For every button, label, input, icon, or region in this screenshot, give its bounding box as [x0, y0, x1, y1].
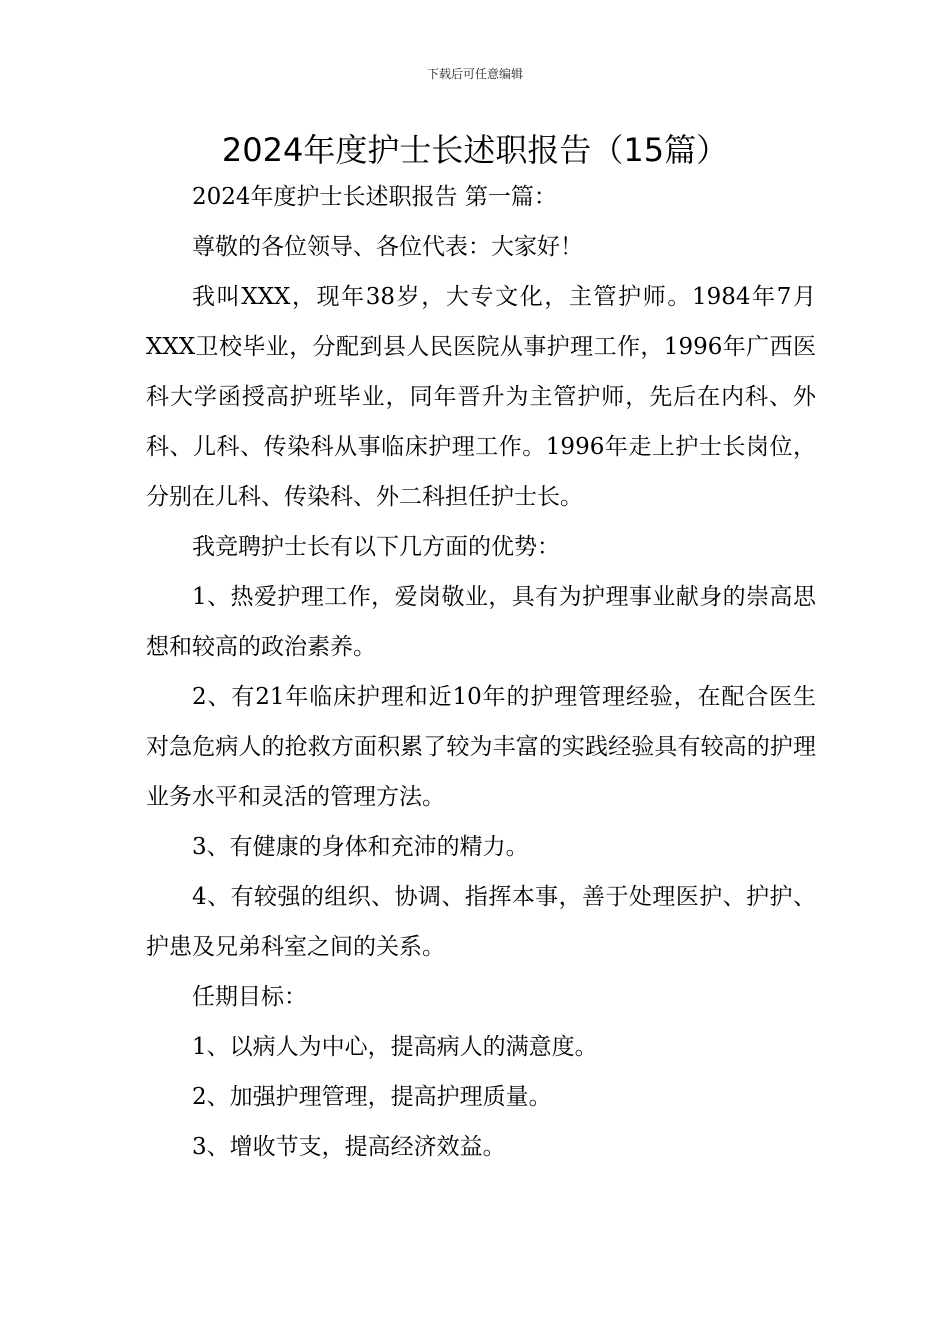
advantage-item-4: 4、有较强的组织、协调、指挥本事，善于处理医护、护护、护患及兄弟科室之间的关系。	[146, 884, 816, 960]
document-body	[146, 148, 816, 1172]
paragraph-advantages-heading: 我竞聘护士长有以下几方面的优势：	[192, 534, 560, 560]
paragraph-intro: 我叫XXX，现年38岁，大专文化，主管护师。1984年7月XXX卫校毕业，分配到县人民医院从事护理工作，1996年广西医科大学函授高护班毕业，同年晋升为主管护师，先后在内科、外科、儿科、传染科从事临床护理工作。1996年走上护士长岗位，分别在儿科、传染科、外二科担任护士长。	[146, 284, 816, 510]
goal-item-1: 1、以病人为中心，提高病人的满意度。	[192, 1034, 598, 1060]
advantage-item-2: 2、有21年临床护理和近10年的护理管理经验，在配合医生对急危病人的抢救方面积累了较为丰富的实践经验具有较高的护理业务水平和灵活的管理方法。	[146, 684, 816, 810]
header-note: 下载后可任意编辑	[426, 67, 523, 81]
goal-item-2: 2、加强护理管理，提高护理质量。	[192, 1084, 552, 1110]
document-title: 2024年度护士长述职报告（15篇）	[221, 131, 729, 169]
salutation: 尊敬的各位领导、各位代表：大家好！	[192, 234, 583, 260]
section-heading: 2024年度护士长述职报告 第一篇：	[192, 184, 557, 210]
advantage-item-3: 3、有健康的身体和充沛的精力。	[192, 834, 529, 860]
goal-item-3: 3、增收节支，提高经济效益。	[192, 1134, 506, 1160]
goals-heading: 任期目标：	[192, 984, 307, 1010]
advantage-item-1: 1、热爱护理工作，爱岗敬业，具有为护理事业献身的崇高思想和较高的政治素养。	[146, 584, 816, 660]
